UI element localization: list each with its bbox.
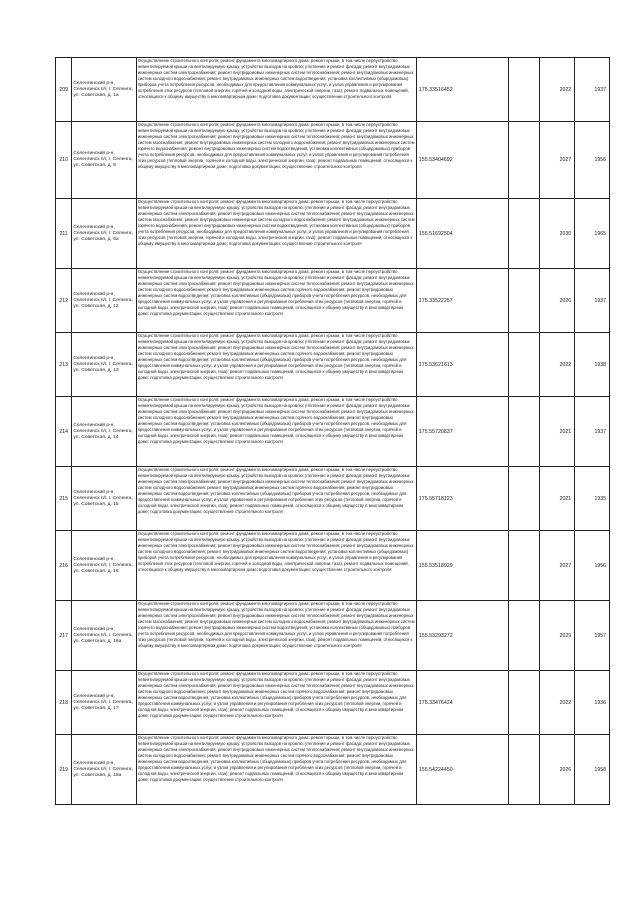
code-cell: 175.33516452: [416, 58, 508, 122]
code-cell: 175.55720837: [416, 397, 508, 467]
works-description-cell: [136, 531, 416, 601]
build-year-cell: 1956: [575, 531, 610, 601]
address-cell: Селенгинский р-н, Селенгинск п/г, г. Селенга, ул. Советская, д. 6а: [72, 199, 136, 269]
address-cell: Селенгинский р-н, Селенгинск п/г, г. Селенга, ул. Советская, д. 16а: [72, 601, 136, 671]
table-row: [56, 58, 610, 122]
planned-year-cell: 2027: [540, 122, 575, 199]
row-number-cell: 217: [56, 601, 72, 671]
table-row: [56, 333, 610, 397]
works-description-text: Осуществление строительного контроля; ремонт фундамента многоквартирного дома; ремонт крыши, в том числе переустройство невентилируемой крыши на вентилируемую крышу, устройство выходов на кровлю; утепление и ремонт фасада; ремонт внутридомовых инженерных систем электроснабжения; ремонт внутридомовых инженерных систем теплоснабжения; ремонт внутридомовых инженерных систем холодного водоснабжения; ремонт внутридомовых инженерных систем водоотведения; установка коллективных (общедомовых) приборов учета потребления ресурсов, необходимых для предоставления коммунальных услуг, и узлов управления и регулирования потребления этих ресурсов (тепловой энергии, горячей и холодной воды, электрической энергии, газа); ремонт подвальных помещений, относящихся к общему имуществу в многоквартирном доме; подготовка документации; осуществление строительного контроля: [137, 531, 414, 573]
table-row: [56, 735, 610, 805]
code-cell: 155.53404692: [416, 122, 508, 199]
address-cell: Селенгинский р-н, Селенгинск п/г, г. Селенга, ул. Советская, д. 15: [72, 467, 136, 531]
table-row: [56, 531, 610, 601]
row-number-cell: 210: [56, 122, 72, 199]
planned-year-cell: 2029: [540, 601, 575, 671]
empty-cell: [508, 58, 540, 122]
works-description-cell: [136, 397, 416, 467]
works-description-text: Осуществление строительного контроля; ремонт фундамента многоквартирного дома; ремонт крыши, в том числе переустройство невентилируемой крыши на вентилируемую крышу, устройство выходов на кровлю; утепление и ремонт фасада; ремонт внутридомовых инженерных систем электроснабжения; ремонт внутридомовых инженерных систем теплоснабжения; ремонт внутридомовых инженерных систем холодного водоснабжения; ремонт внутридомовых инженерных систем горячего водоснабжения; ремонт внутридомовых инженерных систем водоотведения; установка коллективных (общедомовых) приборов учета потребления ресурсов, необходимых для предоставления коммунальных услуг, и узлов управления и регулирования потребления этих ресурсов (тепловой энергии, горячей и холодной воды, электрической энергии, газа); ремонт подвальных помещений, относящихся к общему имуществу в многоквартирном доме; подготовка документации; осуществление строительного контроля: [137, 671, 414, 719]
table-row: [56, 601, 610, 671]
code-cell: 155.51692504: [416, 199, 508, 269]
works-description-cell: [136, 601, 416, 671]
address-cell: Селенгинский р-н, Селенгинск п/г, г. Селенга, ул. Советская, д. 13: [72, 333, 136, 397]
empty-cell: [508, 531, 540, 601]
code-cell: 155.53518929: [416, 531, 508, 601]
address-cell: Селенгинский р-н, Селенгинск п/г, г. Селенга, ул. Советская, д. 1а: [72, 58, 136, 122]
row-number-cell: 214: [56, 397, 72, 467]
planned-year-cell: 2021: [540, 467, 575, 531]
planned-year-cell: 2027: [540, 531, 575, 601]
code-cell: 155.53293272: [416, 601, 508, 671]
build-year-cell: 1956: [575, 122, 610, 199]
planned-year-cell: 2021: [540, 397, 575, 467]
build-year-cell: 1937: [575, 58, 610, 122]
table-body: [56, 58, 610, 805]
works-description-cell: [136, 467, 416, 531]
document-page: [55, 57, 610, 805]
code-cell: 175.33476424: [416, 671, 508, 735]
build-year-cell: 1937: [575, 269, 610, 333]
works-description-cell: [136, 122, 416, 199]
code-cell: 175.55718123: [416, 467, 508, 531]
build-year-cell: 1935: [575, 467, 610, 531]
works-description-cell: [136, 671, 416, 735]
planned-year-cell: 2022: [540, 58, 575, 122]
planned-year-cell: 2022: [540, 333, 575, 397]
empty-cell: [508, 269, 540, 333]
row-number-cell: 216: [56, 531, 72, 601]
row-number-cell: 215: [56, 467, 72, 531]
row-number-cell: 212: [56, 269, 72, 333]
address-cell: Селенгинский р-н, Селенгинск п/г, г. Селенга, ул. Советская, д. 16: [72, 531, 136, 601]
code-cell: 175.33522257: [416, 269, 508, 333]
table-row: [56, 467, 610, 531]
empty-cell: [508, 601, 540, 671]
works-description-text: Осуществление строительного контроля; ремонт фундамента многоквартирного дома; ремонт крыши, в том числе переустройство невентилируемой крыши на вентилируемую крышу, устройство выходов на кровлю; утепление и ремонт фасада; ремонт внутридомовых инженерных систем электроснабжения; ремонт внутридомовых инженерных систем теплоснабжения; ремонт внутридомовых инженерных систем холодного водоснабжения; ремонт внутридомовых инженерных систем горячего водоснабжения; ремонт внутридомовых инженерных систем водоотведения; установка коллективных (общедомовых) приборов учета потребления ресурсов, необходимых для предоставления коммунальных услуг, и узлов управления и регулирования потребления этих ресурсов (тепловой энергии, горячей и холодной воды, электрической энергии, газа); ремонт подвальных помещений, относящихся к общему имуществу в многоквартирном доме; подготовка документации; осуществление строительного контроля: [137, 467, 414, 515]
address-cell: Селенгинский р-н, Селенгинск п/г, г. Селенга, ул. Советская, д. 14: [72, 397, 136, 467]
row-number-cell: 209: [56, 58, 72, 122]
row-number-cell: 219: [56, 735, 72, 805]
empty-cell: [508, 397, 540, 467]
address-cell: Селенгинский р-н, Селенгинск п/г, г. Селенга, ул. Советская, д. 6: [72, 122, 136, 199]
works-description-text: Осуществление строительного контроля; ремонт фундамента многоквартирного дома; ремонт крыши, в том числе переустройство невентилируемой крыши на вентилируемую крышу, устройство выходов на кровлю; утепление и ремонт фасада; ремонт внутридомовых инженерных систем электроснабжения; ремонт внутридомовых инженерных систем теплоснабжения; ремонт внутридомовых инженерных систем холодного водоснабжения; ремонт внутридомовых инженерных систем горячего водоснабжения; ремонт внутридомовых инженерных систем водоотведения; установка коллективных (общедомовых) приборов учета потребления ресурсов, необходимых для предоставления коммунальных услуг, и узлов управления и регулирования потребления этих ресурсов (тепловой энергии, горячей и холодной воды, электрической энергии, газа); ремонт подвальных помещений, относящихся к общему имуществу в многоквартирном доме; подготовка документации; осуществление строительного контроля: [137, 397, 414, 445]
works-description-cell: [136, 735, 416, 805]
works-description-text: Осуществление строительного контроля; ремонт фундамента многоквартирного дома; ремонт крыши, в том числе переустройство невентилируемой крыши на вентилируемую крышу, устройство выходов на кровлю; утепление и ремонт фасада; ремонт внутридомовых инженерных систем электроснабжения; ремонт внутридомовых инженерных систем теплоснабжения; ремонт внутридомовых инженерных систем газоснабжения; ремонт внутридомовых инженерных систем холодного водоснабжения; ремонт внутридомовых инженерных систем горячего водоснабжения; ремонт внутридомовых инженерных систем водоотведения; установка коллективных (общедомовых) приборов учета потребления ресурсов, необходимых для предоставления коммунальных услуг, и узлов управления и регулирования потребления этих ресурсов (тепловой энергии, горячей и холодной воды, электрической энергии, газа); ремонт подвальных помещений, относящихся к общему имуществу в многоквартирном доме; подготовка документации; осуществление строительного контроля: [137, 199, 415, 247]
works-description-cell: [136, 269, 416, 333]
empty-cell: [508, 122, 540, 199]
table-row: [56, 122, 610, 199]
empty-cell: [508, 199, 540, 269]
build-year-cell: 1936: [575, 671, 610, 735]
table-row: [56, 671, 610, 735]
works-description-text: Осуществление строительного контроля; ремонт фундамента многоквартирного дома; ремонт крыши, в том числе переустройство невентилируемой крыши на вентилируемую крышу, устройство выходов на кровлю; утепление и ремонт фасада; ремонт внутридомовых инженерных систем электроснабжения; ремонт внутридомовых инженерных систем теплоснабжения; ремонт внутридомовых инженерных систем холодного водоснабжения; ремонт внутридомовых инженерных систем горячего водоснабжения; ремонт внутридомовых инженерных систем водоотведения; установка коллективных (общедомовых) приборов учета потребления ресурсов, необходимых для предоставления коммунальных услуг, и узлов управления и регулирования потребления этих ресурсов (тепловой энергии, горячей и холодной воды, электрической энергии, газа); ремонт подвальных помещений, относящихся к общему имуществу в многоквартирном доме; подготовка документации; осуществление строительного контроля: [137, 269, 414, 317]
address-cell: Селенгинский р-н, Селенгинск п/г, г. Селенга, ул. Советская, д. 17: [72, 671, 136, 735]
table-row: [56, 397, 610, 467]
build-year-cell: 1938: [575, 333, 610, 397]
address-cell: Селенгинский р-н, Селенгинск п/г, г. Селенга, ул. Советская, д. 18а: [72, 735, 136, 805]
works-description-text: Осуществление строительного контроля; ремонт фундамента многоквартирного дома; ремонт крыши, в том числе переустройство невентилируемой крыши на вентилируемую крышу, устройство выходов на кровлю; утепление и ремонт фасада; ремонт внутридомовых инженерных систем электроснабжения; ремонт внутридомовых инженерных систем теплоснабжения; ремонт внутридомовых инженерных систем холодного водоснабжения; ремонт внутридомовых инженерных систем водоотведения; установка коллективных (общедомовых) приборов учета потребления ресурсов, необходимых для предоставления коммунальных услуг, и узлов управления и регулирования потребления этих ресурсов (тепловой энергии, горячей и холодной воды, электрической энергии, газа); ремонт подвальных помещений, относящихся к общему имуществу в многоквартирном доме; подготовка документации; осуществление строительного контроля: [137, 58, 414, 100]
planned-year-cell: 2030: [540, 199, 575, 269]
works-description-text: Осуществление строительного контроля; ремонт фундамента многоквартирного дома; ремонт крыши, в том числе переустройство невентилируемой крыши на вентилируемую крышу, устройство выходов на кровлю; утепление и ремонт фасада; ремонт внутридомовых инженерных систем электроснабжения; ремонт внутридомовых инженерных систем теплоснабжения; ремонт внутридомовых инженерных систем газоснабжения; ремонт внутридомовых инженерных систем холодного водоснабжения; ремонт внутридомовых инженерных систем горячего водоснабжения; ремонт внутридомовых инженерных систем водоотведения; установка коллективных (общедомовых) приборов учета потребления ресурсов, необходимых для предоставления коммунальных услуг, и узлов управления и регулирования потребления этих ресурсов (тепловой энергии, горячей и холодной воды, электрической энергии, газа); ремонт подвальных помещений, относящихся к общему имуществу в многоквартирном доме; подготовка документации; осуществление строительного контроля: [137, 122, 415, 170]
works-description-text: Осуществление строительного контроля; ремонт фундамента многоквартирного дома; ремонт крыши, в том числе переустройство невентилируемой крыши на вентилируемую крышу, устройство выходов на кровлю; утепление и ремонт фасада; ремонт внутридомовых инженерных систем электроснабжения; ремонт внутридомовых инженерных систем теплоснабжения; ремонт внутридомовых инженерных систем холодного водоснабжения; ремонт внутридомовых инженерных систем горячего водоснабжения; ремонт внутридомовых инженерных систем водоотведения; установка коллективных (общедомовых) приборов учета потребления ресурсов, необходимых для предоставления коммунальных услуг, и узлов управления и регулирования потребления этих ресурсов (тепловой энергии, горячей и холодной воды, электрической энергии, газа); ремонт подвальных помещений, относящихся к общему имуществу в многоквартирном доме; подготовка документации; осуществление строительного контроля: [137, 735, 414, 783]
row-number-cell: 213: [56, 333, 72, 397]
housing-works-table: [55, 57, 610, 805]
works-description-text: Осуществление строительного контроля; ремонт фундамента многоквартирного дома; ремонт крыши, в том числе переустройство невентилируемой крыши на вентилируемую крышу, устройство выходов на кровлю; утепление и ремонт фасада; ремонт внутридомовых инженерных систем электроснабжения; ремонт внутридомовых инженерных систем теплоснабжения; ремонт внутридомовых инженерных систем газоснабжения; ремонт внутридомовых инженерных систем холодного водоснабжения; ремонт внутридомовых инженерных систем горячего водоснабжения; ремонт внутридомовых инженерных систем водоотведения; установка коллективных (общедомовых) приборов учета потребления ресурсов, необходимых для предоставления коммунальных услуг, и узлов управления и регулирования потребления этих ресурсов (тепловой энергии, горячей и холодной воды, электрической энергии, газа); ремонт подвальных помещений, относящихся к общему имуществу в многоквартирном доме; подготовка документации; осуществление строительного контроля: [137, 601, 415, 649]
empty-cell: [508, 333, 540, 397]
build-year-cell: 1957: [575, 601, 610, 671]
works-description-text: Осуществление строительного контроля; ремонт фундамента многоквартирного дома; ремонт крыши, в том числе переустройство невентилируемой крыши на вентилируемую крышу, устройство выходов на кровлю; утепление и ремонт фасада; ремонт внутридомовых инженерных систем электроснабжения; ремонт внутридомовых инженерных систем теплоснабжения; ремонт внутридомовых инженерных систем холодного водоснабжения; ремонт внутридомовых инженерных систем горячего водоснабжения; ремонт внутридомовых инженерных систем водоотведения; установка коллективных (общедомовых) приборов учета потребления ресурсов, необходимых для предоставления коммунальных услуг, и узлов управления и регулирования потребления этих ресурсов (тепловой энергии, горячей и холодной воды, электрической энергии, газа); ремонт подвальных помещений, относящихся к общему имуществу в многоквартирном доме; подготовка документации; осуществление строительного контроля: [137, 333, 414, 381]
empty-cell: [508, 671, 540, 735]
code-cell: 155.54224450: [416, 735, 508, 805]
build-year-cell: 1958: [575, 735, 610, 805]
works-description-cell: [136, 199, 416, 269]
row-number-cell: 211: [56, 199, 72, 269]
empty-cell: [508, 467, 540, 531]
table-row: [56, 269, 610, 333]
planned-year-cell: 2022: [540, 671, 575, 735]
code-cell: 175.53621613: [416, 333, 508, 397]
table-row: [56, 199, 610, 269]
empty-cell: [508, 735, 540, 805]
works-description-cell: [136, 58, 416, 122]
build-year-cell: 1965: [575, 199, 610, 269]
planned-year-cell: 2026: [540, 735, 575, 805]
build-year-cell: 1937: [575, 397, 610, 467]
row-number-cell: 218: [56, 671, 72, 735]
works-description-cell: [136, 333, 416, 397]
planned-year-cell: 2026: [540, 269, 575, 333]
address-cell: Селенгинский р-н, Селенгинск п/г, г. Селенга, ул. Советская, д. 12: [72, 269, 136, 333]
